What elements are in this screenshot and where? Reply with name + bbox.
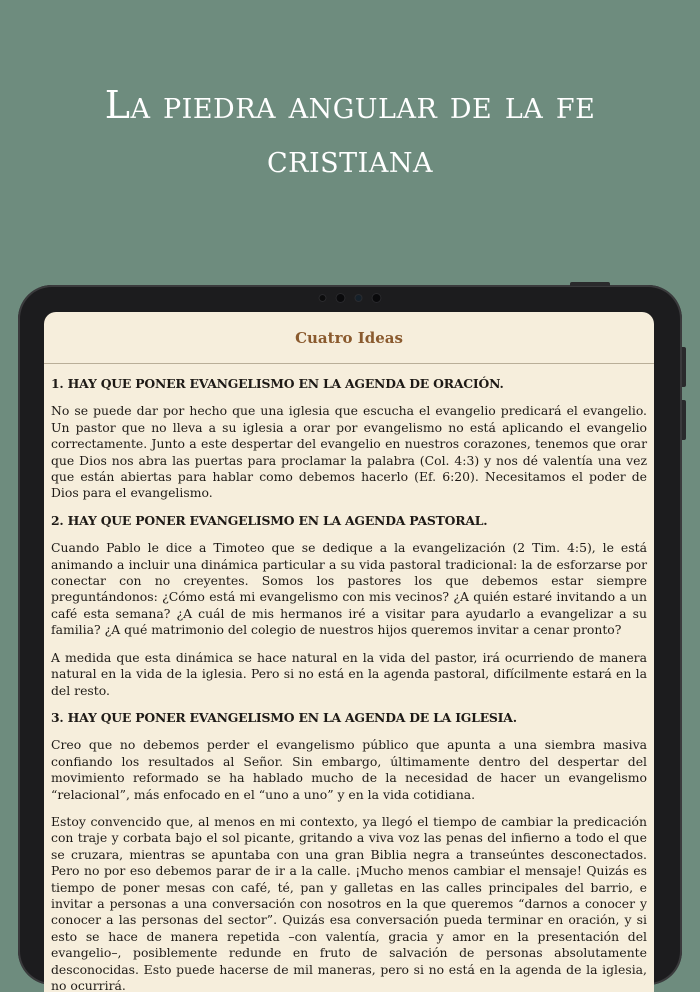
section-paragraph: A medida que esta dinámica se hace natural en la vida del pastor, irá ocurriendo de manera natural en la vida de la iglesia. Pero si no está en la agenda pastoral, difícilmente estará en la del resto. — [51, 649, 647, 698]
article-title: Cuatro Ideas — [295, 329, 403, 347]
section-paragraph: Cuando Pablo le dice a Timoteo que se dedique a la evangelización (2 Tim. 4:5), le está animando a incluir una dinámica particular a su vida pastoral tradicional: la de esforzarse por conectar con no creyentes. Somos los pastores los que debemos estar siempre preguntándonos: ¿Cómo está mi evangelismo con mis vecinos? ¿A quién estaré invitando a un café esta semana? ¿A cuál de mis hermanos iré a visitar para ayudarlo a evangelizar a su familia? ¿A qué matrimonio del colegio de nuestros hijos queremos invitar a cenar pronto? — [51, 540, 647, 638]
section-heading: 2. HAY QUE PONER EVANGELISMO EN LA AGENDA PASTORAL. — [51, 512, 488, 528]
section-heading: 1. HAY QUE PONER EVANGELISMO EN LA AGENDA DE ORACIÓN. — [51, 376, 504, 391]
camera-lens — [372, 293, 382, 303]
section-paragraph: No se puede dar por hecho que una iglesia que escucha el evangelio predicará el evangelio. Un pastor que no lleva a su iglesia a orar por evangelismo no está aplicando el evangelio correctamente. Junto a este despertar del evangelio en nuestros corazones, tenemos que orar que Dios nos abra las puertas para proclamar la palabra (Col. 4:3) y nos dé valentía una vez que están abiertas para hablar como debemos hacerlo (Ef. 6:20). Necesitamos el poder de Dios para el evangelismo. — [51, 403, 647, 501]
tablet-top-button — [570, 282, 610, 286]
camera-bar — [319, 293, 382, 303]
section-paragraph: Creo que no debemos perder el evangelismo público que apunta a una siembra masiva confiando los resultados al Señor. Sin embargo, últimamente dentro del despertar del movimiento reformado se ha hablado mucho de la necesidad de hacer un evangelismo “relacional”, más enfocado en el “uno a uno” y en la vida cotidiana. — [51, 737, 647, 802]
promo-title-line-2: cristiana — [267, 137, 433, 181]
section-heading: 3. HAY QUE PONER EVANGELISMO EN LA AGENDA DE LA IGLESIA. — [51, 709, 517, 725]
article-content[interactable] — [44, 364, 654, 992]
tablet-volume-down-button — [682, 400, 686, 440]
sensor-dot — [319, 294, 327, 302]
tablet-screen — [44, 312, 654, 992]
camera-lens — [336, 293, 346, 303]
tablet-volume-up-button — [682, 347, 686, 387]
tablet-frame — [18, 285, 682, 992]
promo-title — [0, 78, 700, 186]
promo-title-line-1: La piedra angular de la fe — [104, 83, 596, 127]
front-camera — [355, 294, 363, 302]
section-paragraph: Estoy convencido que, al menos en mi contexto, ya llegó el tiempo de cambiar la predicación con traje y corbata bajo el sol picante, gritando a viva voz las penas del infierno a todo el que se cruzara, mientras se apuntaba con una gran Biblia negra a transeúntes desconectados. Pero no por eso debemos parar de ir a la calle. ¡Mucho menos cambiar el mensaje! Quizás es tiempo de poner mesas con café, té, pan y galletas en las calles principales del barrio, e invitar a personas a una conversación con nosotros en la que queremos “darnos a conocer y conocer a las personas del sector”. Quizás esa conversación pueda terminar en oración, y si esto se hace de manera repetida –con valentía, gracia y amor en la presentación del evangelio–, posiblemente redunde en fruto de salvación de personas absolutamente desconocidas. Esto puede hacerse de mil maneras, pero si no está en la agenda de la iglesia, no ocurrirá. — [51, 813, 647, 992]
